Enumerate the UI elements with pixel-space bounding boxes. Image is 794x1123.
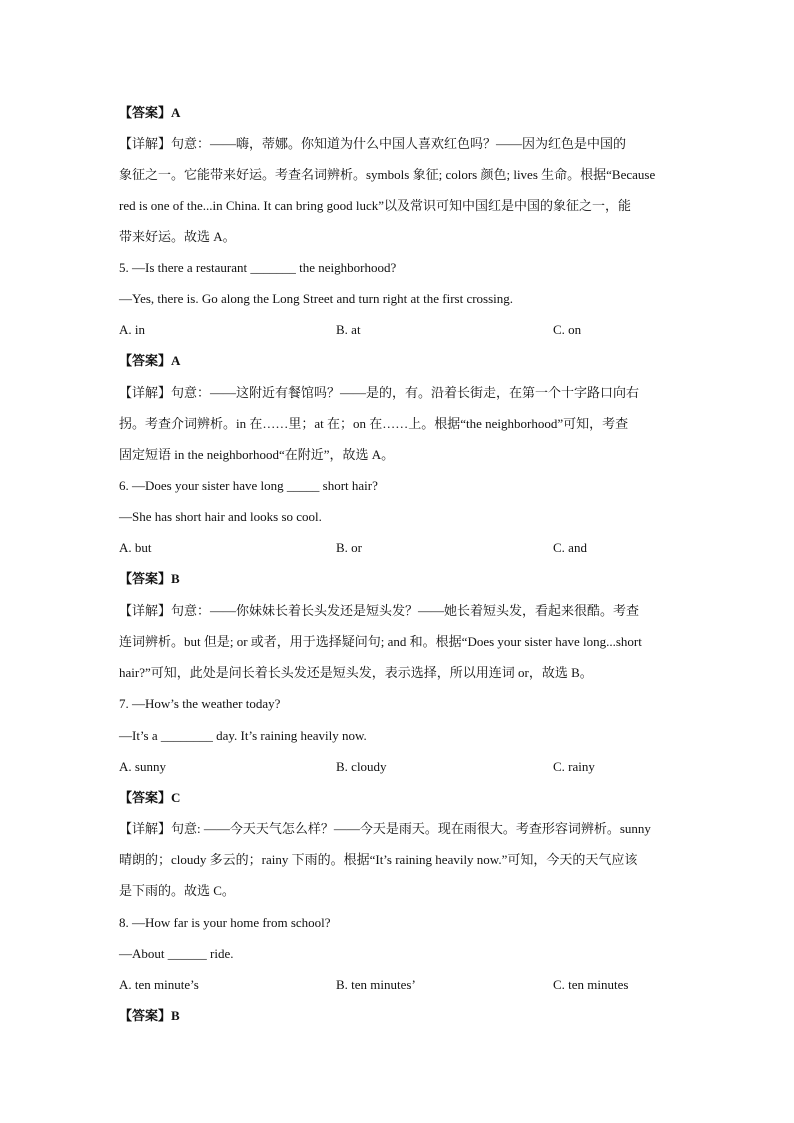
option-c: C. rainy [553, 759, 595, 774]
answer-label-q7: 【答案】C [119, 790, 181, 805]
question-8: 8. —How far is your home from school? [119, 915, 331, 930]
question-5-reply: —Yes, there is. Go along the Long Street and turn right at the first crossing. [119, 291, 514, 306]
question-5: 5. —Is there a restaurant _______ the neighborhood? [119, 260, 397, 275]
option-c: C. ten minutes [553, 977, 629, 992]
explanation-q6-line2: 连词辨析。but 但是; or 或者，用于选择疑问句; and 和。根据“Does your sister have long...short [119, 634, 642, 649]
option-a: A. sunny [119, 759, 166, 774]
option-c: C. and [553, 540, 587, 555]
answer-label-q8: 【答案】B [119, 1008, 180, 1023]
option-b: B. or [336, 540, 362, 555]
option-b: B. at [336, 322, 361, 337]
question-8-reply: —About ______ ride. [119, 946, 234, 961]
explanation-q4-line2: 象征之一。它能带来好运。考查名词辨析。symbols 象征; colors 颜色; lives 生命。根据“Because [119, 167, 656, 182]
question-7-reply: —It’s a ________ day. It’s raining heavily now. [119, 728, 367, 743]
explanation-q4-line1: 【详解】句意：——嗨，蒂娜。你知道为什么中国人喜欢红色吗？——因为红色是中国的 [119, 136, 627, 151]
explanation-q4-line4: 带来好运。故选 A。 [119, 229, 236, 244]
option-b: B. ten minutes’ [336, 977, 416, 992]
explanation-q7-line1: 【详解】句意: ——今天天气怎么样？——今天是雨天。现在雨很大。考查形容词辨析。sunny [119, 821, 651, 836]
explanation-q7-line2: 晴朗的；cloudy 多云的；rainy 下雨的。根据“It’s raining heavily now.”可知，今天的天气应该 [119, 852, 638, 867]
explanation-q5-line1: 【详解】句意：——这附近有餐馆吗？——是的，有。沿着长街走，在第一个十字路口向右 [119, 385, 640, 400]
option-b: B. cloudy [336, 759, 387, 774]
answer-label-q4: 【答案】A [119, 105, 181, 120]
explanation-q7-line3: 是下雨的。故选 C。 [119, 883, 235, 898]
question-7: 7. —How’s the weather today? [119, 696, 281, 711]
answer-label-q5: 【答案】A [119, 353, 181, 368]
question-6: 6. —Does your sister have long _____ short hair? [119, 478, 378, 493]
explanation-q5-line2: 拐。考查介词辨析。in 在……里；at 在；on 在……上。根据“the neighborhood”可知，考查 [119, 416, 629, 431]
option-a: A. but [119, 540, 152, 555]
explanation-q4-line3: red is one of the...in China. It can bring good luck”以及常识可知中国红是中国的象征之一，能 [119, 198, 631, 213]
question-6-reply: —She has short hair and looks so cool. [119, 509, 322, 524]
option-a: A. in [119, 322, 145, 337]
option-a: A. ten minute’s [119, 977, 199, 992]
option-c: C. on [553, 322, 582, 337]
explanation-q5-line3: 固定短语 in the neighborhood“在附近”，故选 A。 [119, 447, 395, 462]
explanation-q6-line1: 【详解】句意：——你妹妹长着长头发还是短头发？——她长着短头发，看起来很酷。考查 [119, 603, 640, 618]
answer-label-q6: 【答案】B [119, 571, 180, 586]
explanation-q6-line3: hair?”可知，此处是问长着长头发还是短头发，表示选择，所以用连词 or，故选 B。 [119, 665, 593, 680]
